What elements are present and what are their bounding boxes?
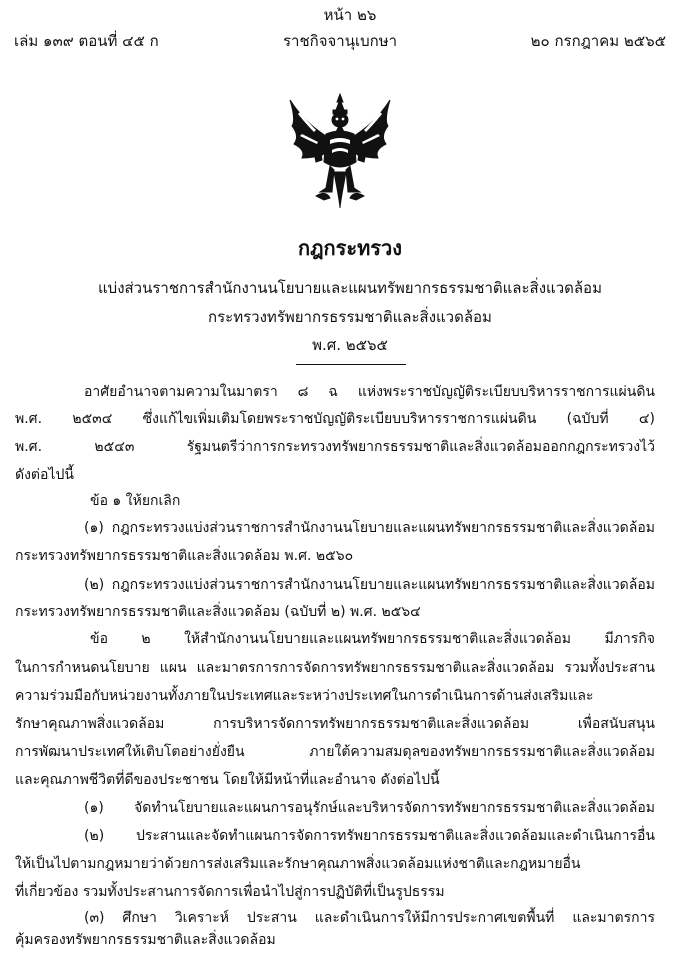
paragraph-line: ข้อ ๒ ให้สำนักงานนโยบายและแผนทรัพยากรธรรมชาติและสิ่งแวดล้อม มีภารกิจ [90, 631, 655, 647]
page-number: หน้า ๒๖ [323, 6, 377, 24]
paragraph-line: ให้เป็นไปตามกฎหมายว่าด้วยการส่งเสริมและรักษาคุณภาพสิ่งแวดล้อมแห่งชาติและกฎหมายอื่น [15, 856, 581, 872]
paragraph-line: พ.ศ. ๒๕๔๓ รัฐมนตรีว่าการกระทรวงทรัพยากรธรรมชาติและสิ่งแวดล้อมออกกฎกระทรวงไว้ [15, 439, 655, 455]
document-subtitle-line1: แบ่งส่วนราชการสำนักงานนโยบายและแผนทรัพยากรธรรมชาติและสิ่งแวดล้อม [98, 279, 602, 297]
document-title: กฎกระทรวง [297, 236, 403, 260]
garuda-emblem-icon [286, 92, 394, 210]
paragraph-line: พ.ศ. ๒๕๓๔ ซึ่งแก้ไขเพิ่มเติมโดยพระราชบัญญัติระเบียบบริหารราชการแผ่นดิน (ฉบับที่ ๔) [15, 411, 655, 427]
paragraph-line: ในการกำหนดนโยบาย แผน และมาตรการการจัดการทรัพยากรธรรมชาติและสิ่งแวดล้อม รวมทั้งประสาน [15, 660, 655, 676]
paragraph-line: (๒) ประสานและจัดทำแผนการจัดการทรัพยากรธรรมชาติและสิ่งแวดล้อมและดำเนินการอื่น [84, 828, 655, 844]
paragraph-line: รักษาคุณภาพสิ่งแวดล้อม การบริหารจัดการทรัพยากรธรรมชาติและสิ่งแวดล้อม เพื่อสนับสนุน [15, 716, 655, 732]
gazette-header [14, 32, 666, 52]
paragraph-line: ดังต่อไปนี้ [15, 467, 74, 483]
paragraph-line: การพัฒนาประเทศให้เติบโตอย่างยั่งยืน ภายใต้ความสมดุลของทรัพยากรธรรมชาติและสิ่งแวดล้อม [15, 744, 655, 760]
paragraph-line: กระทรวงทรัพยากรธรรมชาติและสิ่งแวดล้อม (ฉบับที่ ๒) พ.ศ. ๒๕๖๔ [15, 604, 421, 620]
document-subtitle-line2: กระทรวงทรัพยากรธรรมชาติและสิ่งแวดล้อม [208, 308, 492, 326]
paragraph-line: ที่เกี่ยวข้อง รวมทั้งประสานการจัดการเพื่อนำไปสู่การปฏิบัติที่เป็นรูปธรรม [15, 884, 445, 900]
clause-heading: ข้อ ๑ ให้ยกเลิก [90, 493, 181, 509]
publication-date: ๒๐ กรกฎาคม ๒๕๖๕ [530, 32, 666, 50]
paragraph-line: (๓) ศึกษา วิเคราะห์ ประสาน และดำเนินการให้มีการประกาศเขตพื้นที่ และมาตรการ [84, 910, 655, 926]
paragraph-line: คุ้มครองทรัพยากรธรรมชาติและสิ่งแวดล้อม [15, 932, 276, 948]
paragraph-line: ความร่วมมือกับหน่วยงานทั้งภายในประเทศและระหว่างประเทศในการดำเนินการด้านส่งเสริมและ [15, 688, 594, 704]
paragraph-line: อาศัยอำนาจตามความในมาตรา ๘ ฉ แห่งพระราชบัญญัติระเบียบบริหารราชการแผ่นดิน [84, 384, 655, 400]
document-year: พ.ศ. ๒๕๖๕ [312, 336, 388, 354]
paragraph-line: กระทรวงทรัพยากรธรรมชาติและสิ่งแวดล้อม พ.ศ. ๒๕๖๐ [15, 548, 354, 564]
paragraph-line: (๑) จัดทำนโยบายและแผนการอนุรักษ์และบริหารจัดการทรัพยากรธรรมชาติและสิ่งแวดล้อม [84, 800, 655, 816]
paragraph-line: (๑) กฎกระทรวงแบ่งส่วนราชการสำนักงานนโยบายและแผนทรัพยากรธรรมชาติและสิ่งแวดล้อม [84, 520, 655, 536]
title-divider [296, 364, 406, 365]
paragraph-line: และคุณภาพชีวิตที่ดีของประชาชน โดยให้มีหน้าที่และอำนาจ ดังต่อไปนี้ [15, 772, 440, 788]
publication-name: ราชกิจจานุเบกษา [282, 32, 398, 50]
volume-issue: เล่ม ๑๓๙ ตอนที่ ๔๕ ก [14, 32, 159, 50]
paragraph-line: (๒) กฎกระทรวงแบ่งส่วนราชการสำนักงานนโยบายและแผนทรัพยากรธรรมชาติและสิ่งแวดล้อม [84, 577, 655, 593]
